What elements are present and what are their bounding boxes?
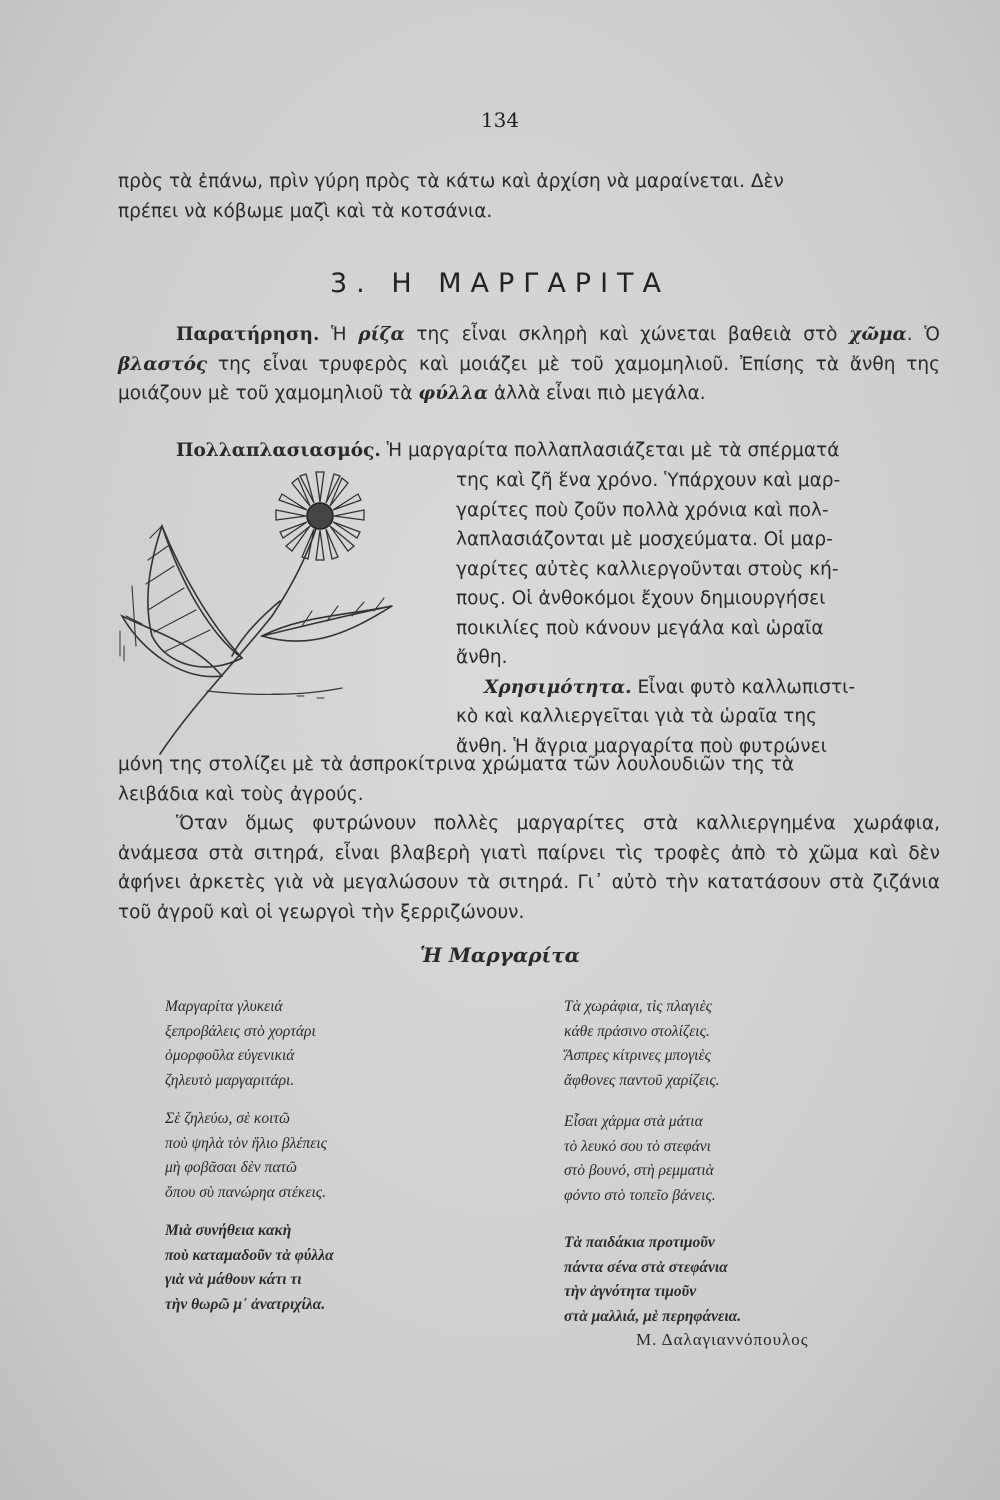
multiplication-line: πους. Οἱ ἀνθοκόμοι ἔχουν δημιουργήσει — [456, 588, 826, 609]
term-riza: ρίζα — [358, 324, 405, 345]
usefulness-label: Χρησιμότητα. — [484, 676, 632, 698]
poem-line: ὅπου σὺ πανώρηα στέκεις. — [165, 1183, 326, 1201]
weed-paragraph-text: Ὅταν ὅμως φυτρώνουν πολλὲς μαργαρίτες στὰ καλλιεργημένα χωράφια, ἀνάμεσα στὰ σιτηρά, εἶναι βλαβερὴ γιατὶ παίρνει τὶς τροφὲς ἀπὸ τὸ χῶμα καὶ δὲν ἀφήνει ἀρκετὲς γιὰ νὰ μεγαλώσουν τὰ σιτηρά. Γι᾿ αὐτὸ τὴν κατατάσουν στὰ ζιζάνια τοῦ ἀγροῦ καὶ οἱ γεωργοὶ τὴν ξερριζώνουν. — [118, 813, 940, 923]
multiplication-line: ποικιλίες ποὺ κάνουν μεγάλα καὶ ὡραῖα — [456, 617, 824, 639]
usefulness-full-line-2: λειβάδια καὶ τοὺς ἀγρούς. — [118, 783, 364, 805]
poem-line: Εἶσαι χάρμα στὰ μάτια — [564, 1113, 703, 1130]
observation-text: . Ὁ — [906, 324, 940, 345]
poem-line: μὴ φοβᾶσαι δὲν πατῶ — [165, 1159, 297, 1176]
multiplication-label: Πολλαπλασιασμός. — [176, 440, 381, 461]
usefulness-paragraph — [118, 750, 940, 809]
poem-line: ποὺ καταμαδοῦν τὰ φύλλα — [165, 1246, 334, 1264]
poem-line: κάθε πράσινο στολίζεις. — [564, 1022, 710, 1040]
multiplication-first-line — [118, 436, 940, 466]
multiplication-text: Ἡ μαργαρίτα πολλαπλασιάζεται μὲ τὰ σπέρματά — [380, 440, 840, 461]
poem-line: στὰ μαλλιά, μὲ περηφάνεια. — [564, 1307, 742, 1325]
multiplication-line: της καὶ ζῆ ἕνα χρόνο. Ὑπάρχουν καὶ μαρ- — [456, 470, 841, 491]
poem-stanza-right-1 — [564, 995, 720, 1093]
poem-stanza-right-3 — [564, 1231, 741, 1329]
term-fylla: φύλλα — [418, 383, 489, 404]
observation-text: της εἶναι σκληρὴ καὶ χώνεται βαθειὰ στὸ — [404, 324, 850, 345]
poem-author: Μ. Δαλαγιαννόπουλος — [636, 1330, 809, 1349]
usefulness-line: κὸ καὶ καλλιεργεῖται γιὰ τὰ ὡραῖα της — [456, 706, 818, 727]
poem-line: Μιὰ συνήθεια κακὴ — [165, 1222, 292, 1239]
multiplication-column — [456, 466, 940, 761]
observation-label: Παρατήρηση. — [176, 324, 320, 345]
poem-line: Ἄσπρες κίτρινες μπογιὲς — [564, 1047, 711, 1064]
poem-line: ὁμορφοῦλα εὐγενικιά — [165, 1047, 295, 1064]
poem-stanza-left-1 — [165, 995, 316, 1093]
stem — [160, 526, 317, 754]
poem-stanza-left-3 — [165, 1219, 334, 1317]
poem-line: φόντο στὸ τοπεῖο βάνεις. — [564, 1186, 716, 1204]
observation-text: ἀλλὰ εἶναι πιὸ μεγάλα. — [488, 383, 706, 404]
intro-line-2: πρέπει νὰ κόβωμε μαζὶ καὶ τὰ κοτσάνια. — [118, 201, 493, 222]
intro-paragraph — [118, 168, 940, 225]
poem-line: Τὰ παιδάκια προτιμοῦν — [564, 1234, 715, 1251]
poem-line: τὴν ἁγνότητα τιμοῦν — [564, 1283, 697, 1300]
poem-line: στὸ βουνό, στὴ ρεμματιὰ — [564, 1162, 714, 1179]
observation-text: Ἡ — [319, 324, 359, 345]
usefulness-text: Εἶναι φυτὸ καλλωπιστι- — [631, 676, 856, 698]
poem-line: ξεπροβάλεις στὸ χορτάρι — [165, 1022, 316, 1040]
term-choma: χῶμα — [849, 324, 907, 345]
poem-line: Σὲ ζηλεύω, σὲ κοιτῶ — [165, 1110, 290, 1127]
observation-paragraph — [118, 320, 940, 409]
poem-line: ζηλευτὸ μαργαριτάρι. — [165, 1071, 295, 1089]
poem-title: Ἡ Μαργαρίτα — [419, 943, 581, 967]
poem-line: πάντα σένα στὰ στεφάνια — [564, 1258, 728, 1276]
poem-line: ποὺ ψηλὰ τὸν ἥλιο βλέπεις — [165, 1134, 327, 1152]
poem-line: Μαργαρίτα γλυκειά — [165, 998, 283, 1015]
poem-line: ἄφθονες παντοῦ χαρίζεις. — [564, 1071, 720, 1089]
multiplication-line: γαρίτες αὐτὲς καλλιεργοῦνται στοὺς κή- — [456, 558, 839, 580]
multiplication-line: λαπλασιάζονται μὲ μοσχεύματα. Οἱ μαρ- — [456, 529, 833, 550]
multiplication-line: ἄνθη. — [456, 647, 508, 668]
section-heading: 3. Η ΜΑΡΓΑΡΙΤΑ — [330, 268, 670, 299]
usefulness-full-line-1: μόνη της στολίζει μὲ τὰ ἀσπροκίτρινα χρώματα τῶν λουλουδιῶν της τὰ — [118, 754, 795, 775]
poem-stanza-left-2 — [165, 1107, 327, 1205]
poem-line: τὴν θωρῶ μ᾿ ἀνατριχίλα. — [165, 1295, 326, 1313]
poem-line: γιὰ νὰ μάθουν κάτι τι — [165, 1271, 302, 1288]
flower-head — [276, 472, 364, 560]
weed-paragraph — [118, 809, 940, 927]
page-number: 134 — [480, 108, 520, 132]
poem-line: Τὰ χωράφια, τὶς πλαγιὲς — [564, 998, 712, 1015]
observation-text: της εἶναι τρυφερὸς καὶ μοιάζει μὲ τοῦ χαμομηλιοῦ. Ἐπίσης τὰ ἄνθη της μοιάζουν μὲ τοῦ χαμομηλιοῦ τὰ — [118, 353, 940, 404]
leaf-right — [262, 606, 392, 641]
intro-line-1: πρὸς τὰ ἐπάνω, πρὶν γύρη πρὸς τὰ κάτω καὶ ἀρχίση νὰ μαραίνεται. Δὲν — [118, 171, 784, 192]
poem-line: τὸ λευκό σου τὸ στεφάνι — [564, 1137, 711, 1155]
multiplication-line: γαρίτες ποὺ ζοῦν πολλὰ χρόνια καὶ πολ- — [456, 499, 829, 521]
leaf-left — [148, 526, 242, 667]
usefulness-first-line — [456, 673, 940, 703]
daisy-illustration — [112, 466, 457, 756]
term-vlastos: βλαστός — [118, 353, 208, 375]
usefulness-line: ἄνθη. Ἡ ἄγρια μαργαρίτα ποὺ φυτρώνει — [456, 735, 827, 757]
poem-stanza-right-2 — [564, 1110, 716, 1208]
